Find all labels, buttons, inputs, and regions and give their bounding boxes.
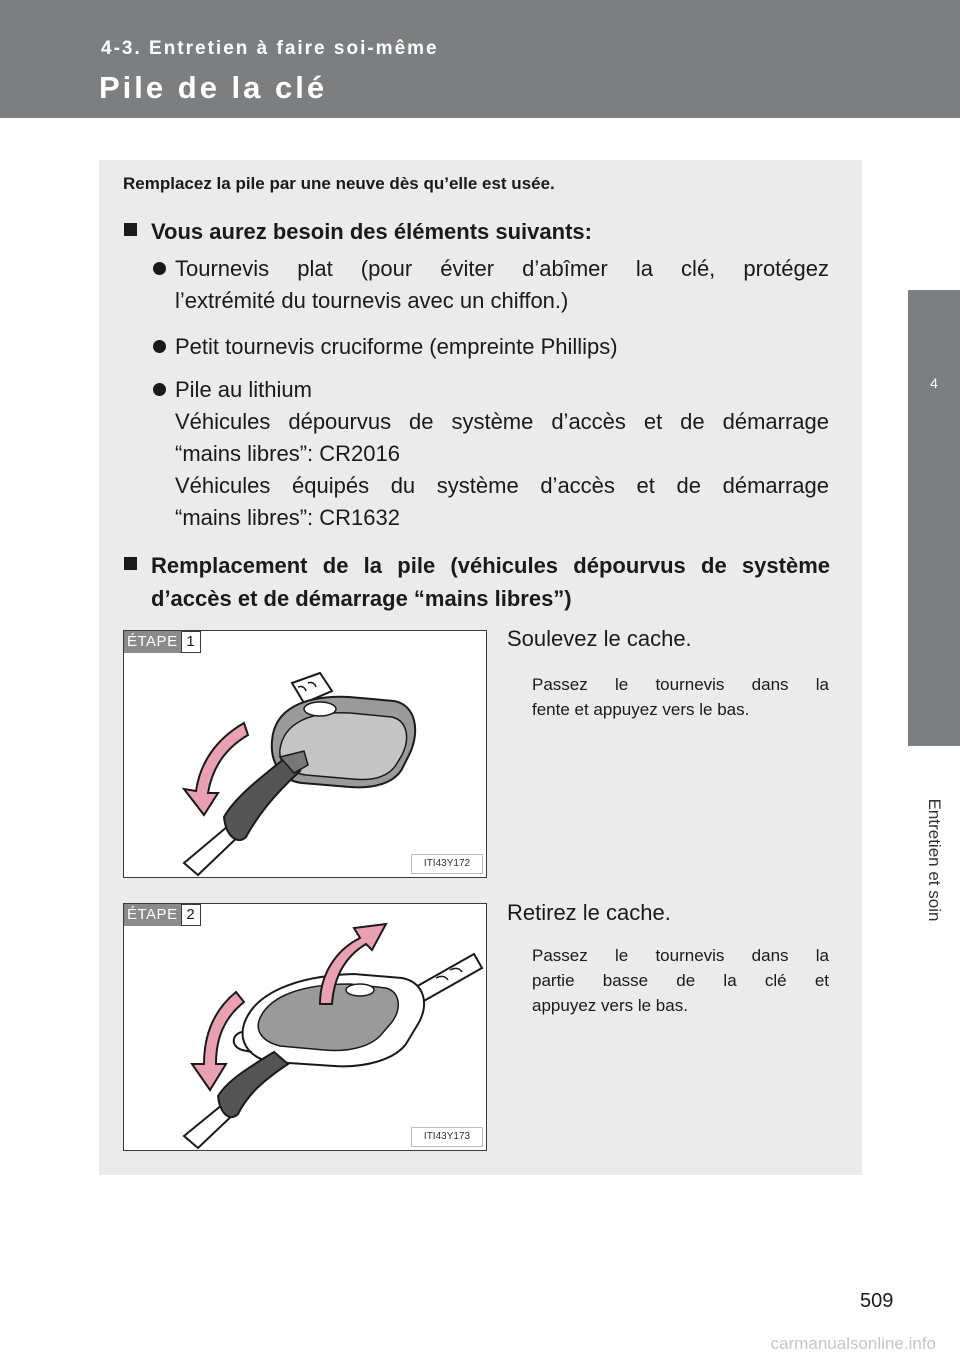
replace-heading: Remplacement de la pile (véhicules dépourvus de système d’accès et de démarrage “mains libres”) (124, 549, 830, 615)
bullet-icon (153, 383, 166, 396)
list-item: Petit tournevis cruciforme (empreinte Phillips) (153, 331, 829, 363)
page-header (0, 0, 960, 118)
chapter-number: 4 (930, 375, 938, 391)
square-bullet-icon (124, 223, 137, 236)
figure-code: ITI43Y172 (411, 854, 483, 874)
step-1-badge: ÉTAPE 1 (124, 631, 201, 653)
page-title: Pile de la clé (99, 70, 328, 105)
watermark: carmanualsonline.info (770, 1334, 936, 1353)
step-1-description: Passez le tournevis dans la fente et appuyez vers le bas. (532, 675, 829, 719)
bullet-icon (153, 340, 166, 353)
key-screwdriver-illustration (124, 631, 486, 877)
square-bullet-icon (124, 557, 137, 570)
chapter-tab (908, 290, 960, 746)
items-heading: Vous aurez besoin des éléments suivants: (124, 215, 830, 248)
figure-code: ITI43Y173 (411, 1127, 483, 1147)
step-1-figure (123, 630, 487, 878)
step-1-title: Soulevez le cache. (507, 626, 692, 651)
step-2-badge: ÉTAPE 2 (124, 904, 201, 926)
bullet-icon (153, 262, 166, 275)
list-item: Pile au lithium Véhicules dépourvus de système d’accès et de démarrage “mains libres”: CR2016 Véhicules équipés du système d’accès et de démarrage “mains libres”: CR1632 (153, 374, 829, 534)
key-screwdriver-illustration (124, 904, 486, 1150)
step-2-description: Passez le tournevis dans la partie basse de la clé et appuyez vers le bas. (532, 946, 829, 1015)
chapter-label: Entretien et soin (925, 798, 944, 922)
list-item: Tournevis plat (pour éviter d’abîmer la clé, protégez l’extrémité du tournevis avec un chiffon.) (153, 253, 829, 317)
step-2-figure (123, 903, 487, 1151)
intro-text: Remplacez la pile par une neuve dès qu’elle est usée. (123, 174, 555, 193)
step-2-title: Retirez le cache. (507, 900, 671, 925)
page-number: 509 (860, 1290, 894, 1312)
section-label: 4-3. Entretien à faire soi-même (101, 38, 439, 59)
